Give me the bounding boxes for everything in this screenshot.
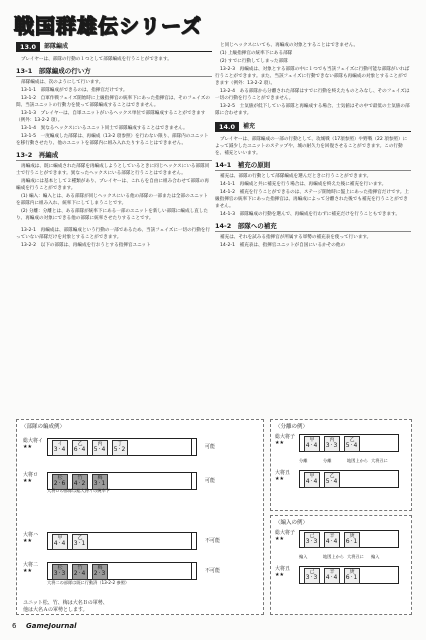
unit-values: 4·4 — [53, 540, 67, 547]
rule-paragraph: 補充は、それを試みる指揮官が所属する軍勢の補充表を使って行います。 — [220, 235, 372, 240]
example-label: 分離 — [323, 458, 332, 463]
commander-label — [275, 470, 295, 482]
rule-paragraph: (1) 上級指揮官の統率下にある部隊 — [220, 51, 293, 56]
rule-paragraph: 13-2-4 ある部隊から分離された部隊はすでに行動を終えたものとみなし、そのフェイズは一切の行動を行うことができません。 — [215, 89, 410, 101]
unit-values: 3·3 — [325, 442, 339, 449]
rule-paragraph: (2) 分離：分離とは、ある部隊が統率下にある一部のユニットを新しい部隊に編成し直したり、再編成の対象にできる他の部隊に統率させたりすることです。 — [16, 209, 208, 221]
separation-example-title: 〈分離の例〉 — [275, 424, 309, 430]
unit-values: 3·4 — [53, 446, 67, 453]
unit-values: 2·3 — [93, 570, 107, 577]
unit-lane — [47, 562, 197, 580]
section-title: 補充 — [239, 123, 411, 132]
unit-name: 丁 — [117, 441, 123, 447]
unit-values: 5·2 — [113, 446, 127, 453]
commander-label — [23, 532, 43, 544]
unit-lane — [47, 438, 197, 456]
unit-values: 5·4 — [345, 442, 359, 449]
rule-paragraph: 13-2-1 再編成は、部隊編成という行動の一部であるため、当該フェイズに一切の行動を行っていない部隊だけを対象とすることができます。 — [16, 228, 211, 240]
unit-name: 丙 — [97, 441, 103, 447]
unit-counter — [324, 568, 340, 584]
unit-values: 4·4 — [325, 538, 339, 545]
rule-paragraph: 14-2-1 補充表は、指揮官ユニットが自国にいるかその他の — [220, 243, 346, 248]
unit-values: 5·4 — [93, 446, 107, 453]
rule-paragraph: 再編成には基本として２種類があり、プレイヤーは、これらを自由に組み合わせて部隊の再編成を行うことができます。 — [16, 179, 209, 191]
commander-stars: ★★ — [23, 478, 32, 484]
unit-values: 3·1 — [93, 480, 107, 487]
series-title: 戦国群雄伝シリーズ — [14, 14, 202, 38]
unit-values: 4·4 — [305, 478, 319, 485]
unit-counter — [92, 564, 108, 580]
commander-stars: ★★ — [23, 538, 32, 544]
result-tag: 不可能 — [205, 568, 221, 574]
incorporation-example-box — [270, 515, 412, 615]
rule-paragraph: (2) すでに行動してしまった部隊 — [220, 59, 288, 64]
commander-label — [275, 566, 295, 578]
section-13-0 — [16, 42, 212, 52]
unit-lane — [47, 532, 197, 550]
rule-paragraph: 再編成は、既に編成された部隊を再編成しようとしているときに同じヘックスにいる部隊同士で行うことができます。異なったヘックスにいる部隊と行うことはできません。 — [16, 164, 210, 176]
commander-label — [23, 438, 43, 450]
section-paragraph: プレイヤーは、部隊の行動の１つとして部隊編成を行うことができます。 — [21, 57, 172, 62]
unit-values: 2·6 — [53, 480, 67, 487]
commander-name: 大将丑 — [275, 470, 291, 476]
unit-values: 2·4 — [73, 570, 87, 577]
commander-name: 総大将子 — [275, 434, 296, 440]
commander-label — [275, 434, 295, 446]
commander-stars: ★★ — [275, 536, 284, 542]
unit-counter — [72, 534, 88, 550]
rule-paragraph: 13-1-4 異なるヘックスにいるユニット同士で部隊編成することはできません。 — [21, 126, 188, 131]
incorporation-example-title: 〈編入の例〉 — [275, 520, 309, 526]
result-tag: 可能 — [205, 444, 216, 450]
unit-name: 己 — [309, 569, 315, 575]
unit-name: 辛 — [329, 569, 335, 575]
result-tag: 不可能 — [205, 538, 221, 544]
lane-caption: 大将二の部隊は既に行動済（13-2-2 参照） — [47, 580, 130, 585]
unit-counter — [344, 568, 360, 584]
unit-counter — [324, 532, 340, 548]
lane-end — [191, 438, 197, 456]
example-label: 大将丑に — [347, 554, 364, 559]
unit-values: 6·1 — [345, 574, 359, 581]
unit-name: 乙 — [349, 437, 355, 443]
unit-name: 庚 — [349, 533, 355, 539]
separation-example-box — [270, 419, 412, 511]
page-footer — [0, 620, 426, 640]
commander-stars: ★★ — [23, 444, 32, 450]
subsection-14-1: 14-1 補充の原則 — [215, 161, 411, 171]
example-diagram — [16, 415, 412, 615]
unit-values: 3·3 — [53, 570, 67, 577]
unit-counter — [92, 440, 108, 456]
lane-end — [191, 472, 197, 490]
unit-values: 6·4 — [73, 446, 87, 453]
rule-paragraph: 13-2-5 士気値が低下している部隊と再編成する場合、士気値はその中で最低の士気値の部隊に合わせます。 — [215, 104, 410, 116]
rule-paragraph: 14-1-2 補充を行うことができるのは、ステージ開始時に盤上にあった指揮官だけです。上級指揮官の統率下にあった指揮官は、再編成によって分離された後でも補充を行うことができません。 — [215, 190, 409, 209]
commander-name: 大将ロ — [23, 472, 39, 478]
rule-paragraph: 13-1-2 自軍作戦フェイズ開始時に上級指揮官の統率下にあった指揮官は、そのフェイズの間、当該ユニットの行動力を使って部隊編成することはできません。 — [16, 96, 210, 108]
formation-example-title: 〈部隊の編成例〉 — [21, 424, 66, 430]
section-number: 13.0 — [16, 42, 40, 52]
unit-counter — [304, 472, 320, 488]
commander-stars: ★★ — [23, 568, 32, 574]
note-line: ユニット松、竹、梅は大名Ｂの軍勢、 — [23, 600, 108, 606]
unit-values: 6·1 — [345, 538, 359, 545]
unit-lane — [299, 566, 399, 584]
unit-lane — [299, 530, 399, 548]
rule-paragraph: 14-1-3 部隊編成の行動を選んで、再編成を行わずに補充だけを行うこともできます。 — [220, 212, 400, 217]
rule-paragraph: 補充は、部隊の行動として部隊編成を選んだときに行うことができます。 — [220, 174, 372, 179]
unit-name: 甲 — [309, 473, 315, 479]
unit-name: 乙 — [77, 535, 83, 541]
commander-stars: ★★ — [275, 476, 284, 482]
unit-values: 3·1 — [73, 540, 87, 547]
unit-counter — [324, 472, 340, 488]
unit-name: 甲 — [309, 437, 315, 443]
diagram-note — [23, 600, 108, 614]
lane-end — [191, 562, 197, 580]
note-line: 他は大名Ａの軍勢とします。 — [23, 607, 88, 613]
unit-counter — [344, 436, 360, 452]
unit-counter — [344, 532, 360, 548]
rules-13-2 — [16, 163, 212, 249]
rule-paragraph: 13-1-3 プレイヤーは、自軍ユニットがいるヘックス単位で部隊編成することができます（例外：13-2-2 項）。 — [16, 111, 206, 123]
subsection-13-2: 13-2 再編成 — [16, 151, 212, 161]
unit-counter — [52, 534, 68, 550]
unit-counter — [72, 440, 88, 456]
unit-counter — [72, 564, 88, 580]
unit-name: 竹 — [77, 565, 83, 571]
unit-counter — [304, 436, 320, 452]
commander-stars: ★★ — [275, 572, 284, 578]
unit-counter — [324, 436, 340, 452]
commander-label — [23, 472, 43, 484]
rules-13-1 — [16, 79, 212, 147]
unit-lane — [299, 470, 399, 488]
formation-example-box — [16, 419, 264, 615]
unit-counter — [304, 532, 320, 548]
section-number: 14.0 — [215, 122, 239, 132]
rules-14-1 — [215, 173, 411, 218]
unit-counter — [52, 440, 68, 456]
rule-paragraph: 13-1-1 部隊編成ができるのは、指揮官だけです。 — [21, 88, 128, 93]
unit-values: 5·4 — [325, 478, 339, 485]
example-label: 地図上から — [347, 458, 368, 463]
unit-name: 梅 — [97, 475, 103, 481]
commander-label — [275, 530, 295, 542]
right-column — [215, 42, 411, 250]
example-label: 編入 — [299, 554, 308, 559]
unit-name: 乙 — [329, 473, 335, 479]
example-label: 大将丑に — [371, 458, 388, 463]
unit-name: 松 — [57, 565, 63, 571]
unit-values: 3·3 — [305, 574, 319, 581]
unit-values: 4·4 — [305, 442, 319, 449]
unit-name: 甲 — [57, 535, 63, 541]
commander-name: 総大将イ — [23, 438, 44, 444]
unit-name: 梅 — [97, 565, 103, 571]
unit-name: 松 — [57, 475, 63, 481]
unit-counter — [112, 440, 128, 456]
commander-stars: ★★ — [275, 440, 284, 446]
rule-paragraph: (1) 編入：編入とは、ある部隊が同じヘックスにいる他の部隊の一部または全部のユニットを部隊内に組み入れ、統率下にしてしまうことです。 — [16, 194, 208, 206]
result-tag: 可能 — [205, 478, 216, 484]
magazine-logo: GameJournal — [26, 622, 77, 630]
unit-name: 庚 — [349, 569, 355, 575]
example-label: 編入 — [371, 554, 380, 559]
lane-end — [191, 532, 197, 550]
rule-paragraph: 14-1-1 再編成と共に補充を行う場合は、再編成を終えた後に補充を行います。 — [220, 182, 387, 187]
unit-name: イ — [57, 441, 63, 447]
rules-13-2-continued — [215, 42, 411, 117]
unit-name: 己 — [309, 533, 315, 539]
rule-paragraph: 部隊編成は、次のようにして行います。 — [21, 80, 104, 85]
lane-caption: 大将ロの部隊は総大将イの統率下 — [47, 488, 110, 493]
rule-paragraph: 13-1-5 一度編成した部隊は、再編成（13-2 項参照）を行わない限り、部隊内のユニットを移行動させたり、他のユニットを部隊内に組み入れたりすることはできません。 — [16, 134, 209, 146]
unit-values: 4·4 — [325, 574, 339, 581]
subsection-14-2: 14-2 部隊への補充 — [215, 222, 411, 232]
unit-values: 3·3 — [305, 538, 319, 545]
rule-paragraph: 13-2-3 再編成は、対象とする部隊の中に１つでも当該フェイズに行動可能な部隊がいれば行うことができます。また、当該フェイズに行動できない部隊も再編成の対象とすることができます（例外：13-2-2 項）。 — [215, 67, 410, 86]
unit-values: 4·2 — [73, 480, 87, 487]
commander-name: 大将丑 — [275, 566, 291, 572]
commander-name: 大将二 — [23, 562, 39, 568]
commander-name: 総大将子 — [275, 530, 296, 536]
unit-name: 辛 — [329, 533, 335, 539]
rule-paragraph: 13-2-2 以下の部隊は、再編成を行おうとする指揮官ユニット — [21, 243, 151, 248]
subsection-13-1: 13-1 部隊編成の行い方 — [16, 67, 212, 77]
left-column — [16, 42, 212, 250]
page-number: 6 — [12, 622, 17, 630]
rule-paragraph: と同じヘックスにいても、再編成の対象とすることはできません。 — [220, 43, 359, 48]
unit-lane — [299, 434, 399, 452]
commander-name: 大将ハ — [23, 532, 39, 538]
section-14-0 — [215, 122, 411, 132]
unit-name: 乙 — [77, 441, 83, 447]
example-label: 地図上から — [323, 554, 344, 559]
unit-name: 竹 — [77, 475, 83, 481]
section-title: 部隊編成 — [40, 43, 212, 52]
section-paragraph: プレイヤーは、部隊編成の一部の行動として、攻城戦（17項参照）や野戦（22 項参照）によって減少したユニットのステップや、城の耐久力を回復させることができます。この行動を、補充といいます。 — [215, 137, 408, 156]
unit-name: 丙 — [329, 437, 335, 443]
rules-14-2 — [215, 234, 411, 249]
commander-label — [23, 562, 43, 574]
unit-counter — [52, 564, 68, 580]
unit-counter — [304, 568, 320, 584]
example-label: 分離 — [299, 458, 308, 463]
